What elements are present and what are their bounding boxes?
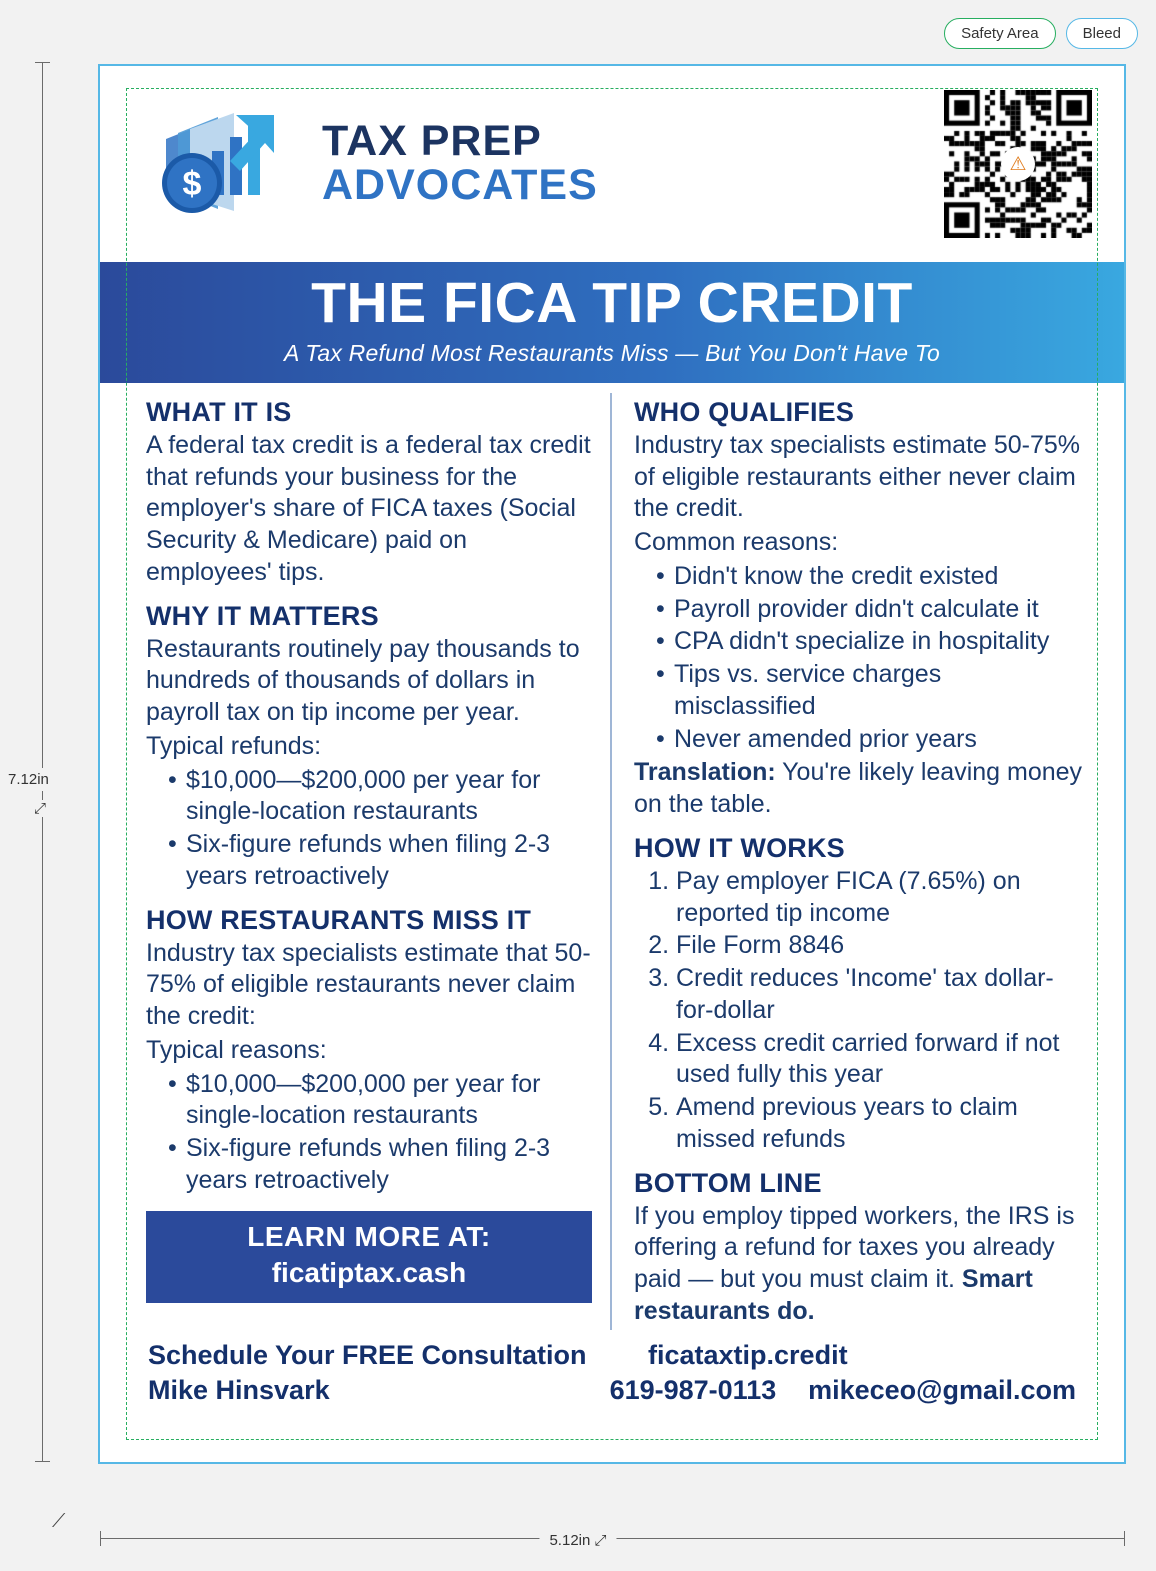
footer-site[interactable]: ficataxtip.credit bbox=[648, 1339, 848, 1370]
vertical-ruler bbox=[42, 62, 43, 1462]
list-item: • Never amended prior years bbox=[674, 724, 1088, 756]
text-what-it-is: A federal tax credit is a federal tax credit that refunds your business for the employer's share of FICA taxes (Social Security & Medicare) paid on employees' tips. bbox=[146, 430, 591, 586]
list-item: • $10,000—$200,000 per year for single-location restaurants bbox=[186, 1069, 592, 1133]
list-item: 2. File Form 8846 bbox=[676, 930, 1088, 962]
translation-text: You're likely leaving money on the table. bbox=[634, 758, 1083, 819]
flyer-title-band bbox=[100, 262, 1124, 383]
text-how-restaurants-miss-it: Industry tax specialists estimate that 50-75% of eligible restaurants never claim the credit: bbox=[146, 938, 591, 1031]
legend-bleed[interactable]: Bleed bbox=[1066, 18, 1138, 49]
list-item: • Six-figure refunds when filing 2-3 years retroactively bbox=[186, 1133, 592, 1197]
right-column bbox=[612, 393, 1098, 1330]
text-who-qualifies: Industry tax specialists estimate 50-75% of eligible restaurants either never claim the credit. bbox=[634, 430, 1081, 523]
vertical-ruler-label: 7.12in bbox=[8, 768, 49, 791]
expand-width-icon[interactable]: ⤢ bbox=[594, 1532, 607, 1549]
footer-phone[interactable]: 619-987-0113 bbox=[609, 1374, 777, 1405]
svg-text:$: $ bbox=[182, 165, 202, 203]
list-item: 4. Excess credit carried forward if not used fully this year bbox=[676, 1028, 1088, 1092]
learn-more-label: LEARN MORE AT: bbox=[247, 1220, 491, 1252]
bottom-line-text: If you employ tipped workers, the IRS is offering a refund for taxes you already paid — but you must claim it. bbox=[634, 1201, 1075, 1294]
logo-mark-icon bbox=[148, 99, 308, 229]
flyer-body bbox=[100, 383, 1124, 1330]
list-item: 3. Credit reduces 'Income' tax dollar-for-dollar bbox=[676, 963, 1088, 1027]
learn-more-box[interactable] bbox=[146, 1211, 592, 1303]
list-item: • Six-figure refunds when filing 2-3 years retroactively bbox=[186, 829, 592, 893]
logo-wordmark bbox=[322, 116, 598, 210]
list-typical-refunds bbox=[146, 765, 592, 893]
list-how-it-works bbox=[634, 866, 1088, 1156]
text-bottom-line bbox=[634, 1201, 1088, 1328]
list-item: 1. Pay employer FICA (7.65%) on reported tip income bbox=[676, 866, 1088, 930]
legend-safety-area[interactable]: Safety Area bbox=[944, 18, 1056, 49]
footer-email[interactable]: mikeceo@gmail.com bbox=[808, 1374, 1076, 1405]
footer-cta: Schedule Your FREE Consultation bbox=[148, 1339, 587, 1370]
footer-row-2 bbox=[148, 1375, 1076, 1406]
logo-line-1: TAX PREP bbox=[322, 116, 542, 165]
expand-height-icon[interactable]: ⤢ bbox=[34, 800, 47, 817]
horizontal-ruler-label bbox=[539, 1532, 616, 1549]
flyer-subtitle: A Tax Refund Most Restaurants Miss — But You Don't Have To bbox=[283, 339, 941, 366]
heading-how-it-works: HOW IT WORKS bbox=[634, 832, 845, 863]
legend-chips bbox=[944, 18, 1138, 49]
footer-row-1 bbox=[148, 1340, 1076, 1371]
lead-common-reasons: Common reasons: bbox=[634, 528, 839, 557]
lead-typical-refunds: Typical refunds: bbox=[146, 731, 322, 760]
list-item: • CPA didn't specialize in hospitality bbox=[674, 626, 1088, 658]
heading-bottom-line: BOTTOM LINE bbox=[634, 1167, 822, 1198]
horizontal-ruler-value: 5.12in bbox=[549, 1532, 591, 1549]
flyer-title: THE FICA TIP CREDIT bbox=[311, 271, 913, 335]
flyer-bleed-area bbox=[98, 64, 1126, 1464]
list-item: • Didn't know the credit existed bbox=[674, 561, 1088, 593]
resize-corner-icon[interactable]: ⟋ bbox=[52, 1511, 66, 1532]
flyer-header bbox=[100, 66, 1124, 262]
learn-more-url[interactable]: ficatiptax.cash bbox=[271, 1256, 467, 1288]
bottom-line-emphasis: Smart restaurants do. bbox=[634, 1265, 1033, 1325]
logo-line-2: ADVOCATES bbox=[322, 161, 598, 210]
warning-triangle-icon: ⚠ bbox=[1001, 147, 1035, 181]
qr-code-graphic bbox=[944, 90, 1092, 238]
list-item: • Payroll provider didn't calculate it bbox=[674, 594, 1088, 626]
list-typical-reasons bbox=[146, 1069, 592, 1197]
lead-typical-reasons: Typical reasons: bbox=[146, 1035, 327, 1064]
heading-who-qualifies: WHO QUALIFIES bbox=[634, 396, 855, 427]
translation-label: Translation: bbox=[634, 758, 776, 787]
footer-name: Mike Hinsvark bbox=[148, 1374, 330, 1405]
heading-what-it-is: WHAT IT IS bbox=[146, 396, 292, 427]
heading-how-restaurants-miss-it: HOW RESTAURANTS MISS IT bbox=[146, 904, 532, 935]
list-item: • Tips vs. service charges misclassified bbox=[674, 659, 1088, 723]
heading-why-it-matters: WHY IT MATTERS bbox=[146, 600, 379, 631]
qr-code-icon[interactable] bbox=[936, 90, 1100, 238]
list-common-reasons bbox=[634, 561, 1088, 756]
flyer-footer bbox=[100, 1330, 1124, 1406]
text-why-it-matters: Restaurants routinely pay thousands to hundreds of thousands of dollars in payroll tax on tip income per year. bbox=[146, 634, 580, 727]
list-item: 5. Amend previous years to claim missed refunds bbox=[676, 1092, 1088, 1156]
left-column bbox=[126, 393, 612, 1330]
text-translation bbox=[634, 757, 1088, 821]
list-item: • $10,000—$200,000 per year for single-location restaurants bbox=[186, 765, 592, 829]
